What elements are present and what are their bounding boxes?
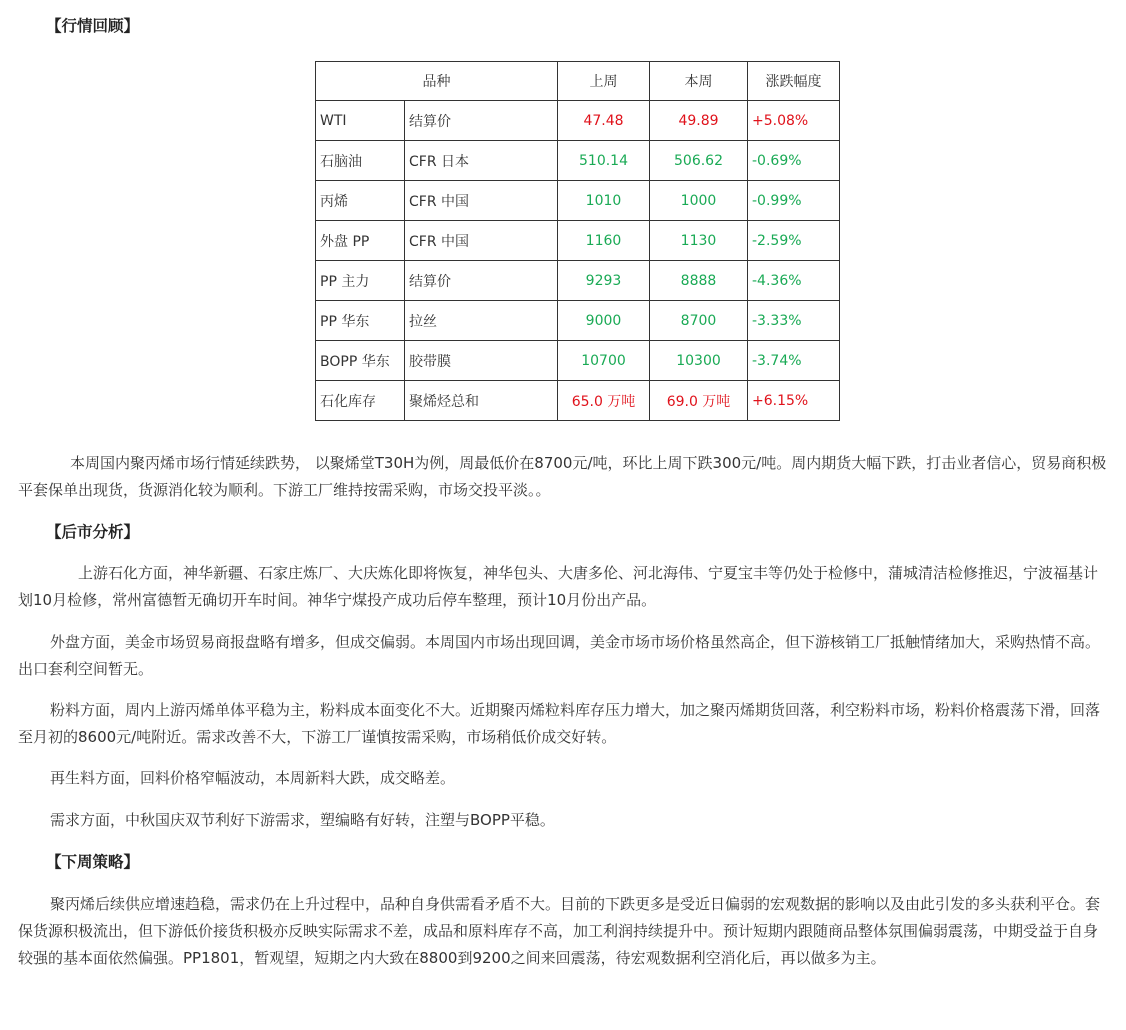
table-row [316, 301, 840, 341]
cell-change: -0.99% [748, 181, 840, 221]
cell-last-week: 9293 [558, 261, 650, 301]
cell-last-week: 47.48 [558, 101, 650, 141]
cell-change: +5.08% [748, 101, 840, 141]
table-row [316, 141, 840, 181]
header-change: 涨跌幅度 [748, 62, 840, 101]
cell-product-spec: 聚烯烃总和 [405, 381, 558, 421]
cell-product-name: 丙烯 [316, 181, 405, 221]
cell-product-spec: CFR 日本 [405, 141, 558, 181]
section-heading-review: 【行情回顾】 [46, 17, 140, 35]
paragraph-external: 外盘方面，美金市场贸易商报盘略有增多，但成交偏弱。本周国内市场出现回调，美金市场市场价格虽然高企，但下游核销工厂抵触情绪加大，采购热情不高。出口套利空间暂无。 [18, 633, 1101, 678]
market-review-table [315, 61, 840, 421]
cell-last-week: 9000 [558, 301, 650, 341]
table-row [316, 101, 840, 141]
cell-last-week: 10700 [558, 341, 650, 381]
cell-this-week: 1000 [650, 181, 748, 221]
cell-change: -3.33% [748, 301, 840, 341]
cell-product-spec: CFR 中国 [405, 181, 558, 221]
cell-product-name: BOPP 华东 [316, 341, 405, 381]
cell-this-week: 8700 [650, 301, 748, 341]
cell-this-week: 506.62 [650, 141, 748, 181]
cell-change: -4.36% [748, 261, 840, 301]
table-row [316, 221, 840, 261]
cell-last-week: 1010 [558, 181, 650, 221]
cell-this-week: 1130 [650, 221, 748, 261]
cell-product-spec: 拉丝 [405, 301, 558, 341]
cell-product-name: WTI [316, 101, 405, 141]
cell-product-spec: 结算价 [405, 261, 558, 301]
paragraph-demand: 需求方面，中秋国庆双节利好下游需求，塑编略有好转，注塑与BOPP平稳。 [50, 811, 555, 829]
cell-change: -0.69% [748, 141, 840, 181]
cell-this-week: 49.89 [650, 101, 748, 141]
cell-change: -2.59% [748, 221, 840, 261]
cell-product-name: 石化库存 [316, 381, 405, 421]
header-this-week: 本周 [650, 62, 748, 101]
cell-last-week: 510.14 [558, 141, 650, 181]
header-last-week: 上周 [558, 62, 650, 101]
cell-product-name: PP 主力 [316, 261, 405, 301]
section-heading-analysis: 【后市分析】 [46, 523, 140, 541]
table-row [316, 261, 840, 301]
cell-last-week: 1160 [558, 221, 650, 261]
cell-this-week: 10300 [650, 341, 748, 381]
paragraph-recycled: 再生料方面，回料价格窄幅波动，本周新料大跌，成交略差。 [50, 769, 456, 787]
paragraph-powder: 粉料方面，周内上游丙烯单体平稳为主，粉料成本面变化不大。近期聚丙烯粒料库存压力增大，加之聚丙烯期货回落，利空粉料市场，粉料价格震荡下滑，回落至月初的8600元/吨附近。需求改善不大，下游工厂谨慎按需采购，市场稍低价成交好转。 [18, 701, 1101, 746]
paragraph-review: 本周国内聚丙烯市场行情延续跌势， 以聚烯堂T30H为例，周最低价在8700元/吨，环比上周下跌300元/吨。周内期货大幅下跌，打击业者信心，贸易商积极平套保单出现货，货源消化较为顺利。下游工厂维持按需采购，市场交投平淡。。 [18, 454, 1107, 499]
cell-last-week: 65.0 万吨 [558, 381, 650, 421]
header-product: 品种 [316, 62, 558, 101]
paragraph-strategy: 聚丙烯后续供应增速趋稳，需求仍在上升过程中，品种自身供需看矛盾不大。目前的下跌更多是受近日偏弱的宏观数据的影响以及由此引发的多头获利平仓。套保货源积极流出，但下游低价接货积极亦反映实际需求不差，成品和原料库存不高，加工利润持续提升中。预计短期内跟随商品整体氛围偏弱震荡，中期受益于自身较强的基本面依然偏强。PP1801，暂观望，短期之内大致在8800到9200之间来回震荡，待宏观数据利空消化后，再以做多为主。 [18, 895, 1101, 967]
table-row [316, 181, 840, 221]
section-heading-strategy: 【下周策略】 [46, 853, 140, 871]
cell-product-spec: CFR 中国 [405, 221, 558, 261]
cell-this-week: 8888 [650, 261, 748, 301]
table-header-row [316, 62, 840, 101]
cell-product-spec: 胶带膜 [405, 341, 558, 381]
table-row [316, 381, 840, 421]
table-row [316, 341, 840, 381]
paragraph-upstream: 上游石化方面，神华新疆、石家庄炼厂、大庆炼化即将恢复，神华包头、大唐多伦、河北海伟、宁夏宝丰等仍处于检修中，蒲城清洁检修推迟，宁波福基计划10月检修，常州富德暂无确切开车时间。神华宁煤投产成功后停车整理，预计10月份出产品。 [18, 564, 1099, 609]
cell-product-name: 外盘 PP [316, 221, 405, 261]
cell-product-spec: 结算价 [405, 101, 558, 141]
cell-this-week: 69.0 万吨 [650, 381, 748, 421]
cell-change: +6.15% [748, 381, 840, 421]
cell-product-name: PP 华东 [316, 301, 405, 341]
cell-change: -3.74% [748, 341, 840, 381]
cell-product-name: 石脑油 [316, 141, 405, 181]
